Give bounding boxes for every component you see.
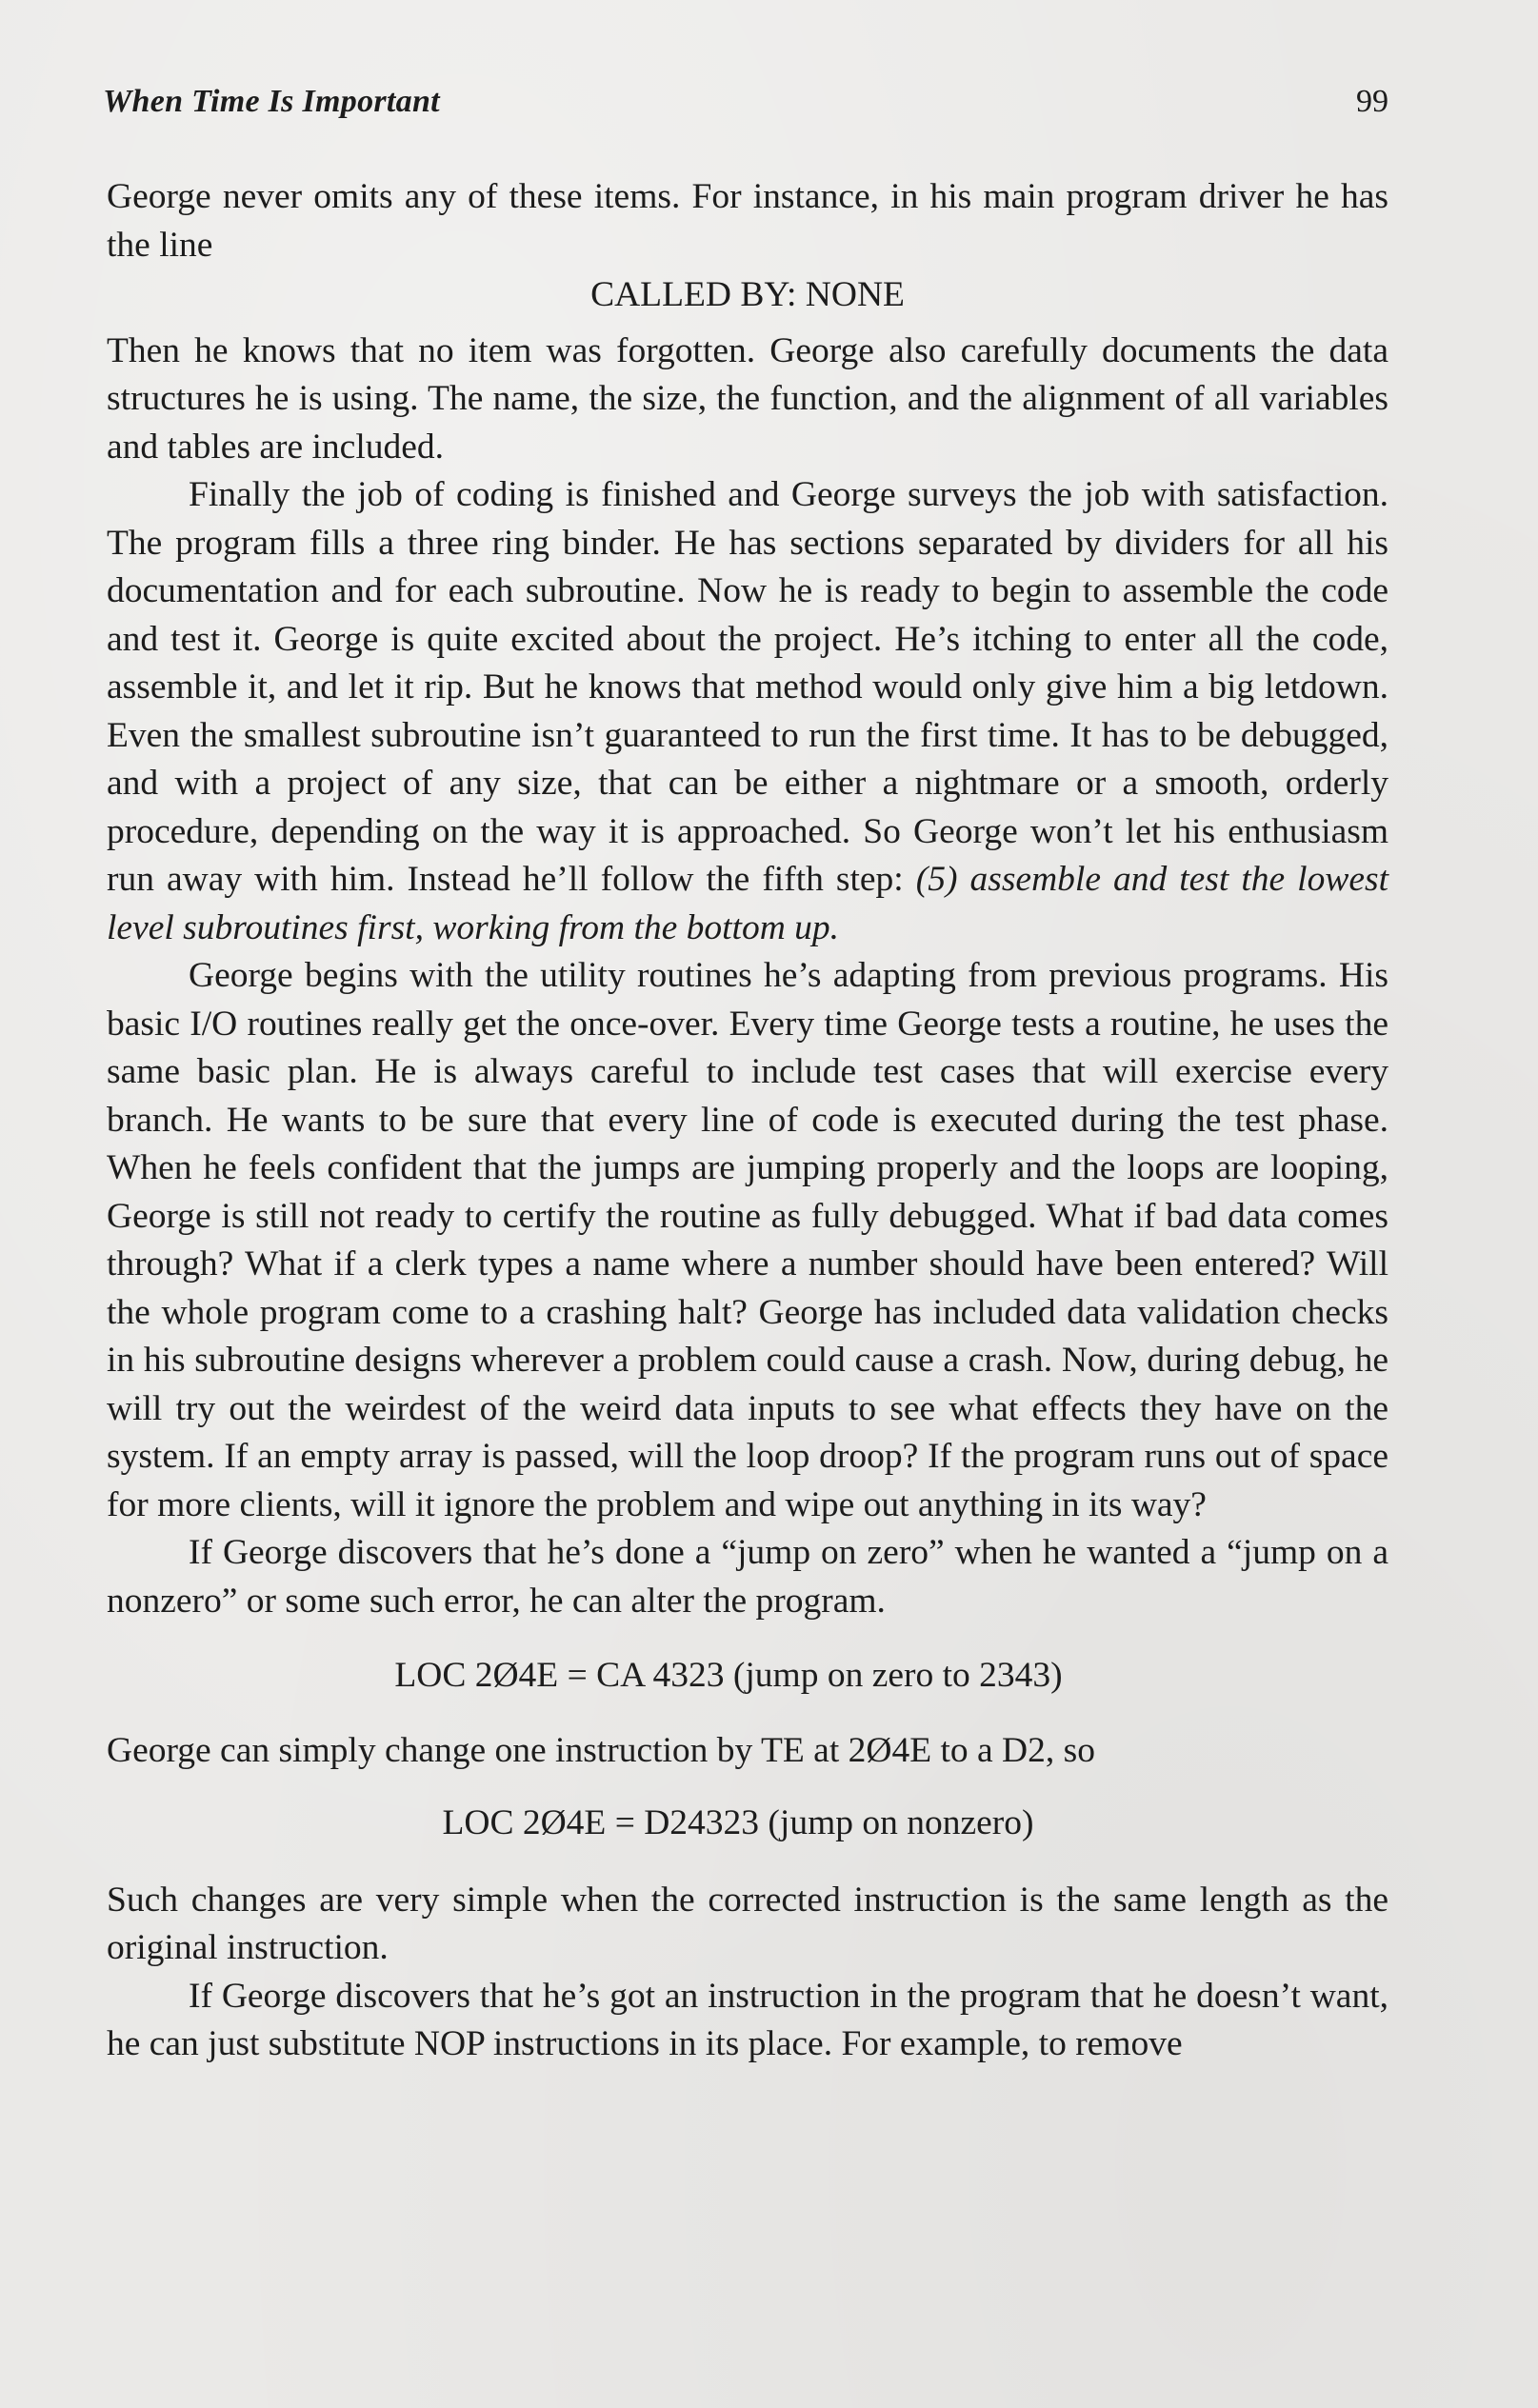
- paragraph-3: [107, 471, 1388, 952]
- paragraph-3-text: Finally the job of coding is finished and George surveys the job with satisfaction. The program fills a three ring binder. He has sections separated by dividers for all his documentation and for each subroutine. Now he is ready to begin to assemble the code and test it. George is quite excited about the project. He’s itching to enter all the code, assemble it, and let it rip. But he knows that method would only give him a big letdown. Even the smallest subroutine isn’t guaranteed to run the first time. It has to be debugged, and with a project of any size, that can be either a nightmare or a smooth, orderly procedure, depending on the way it is approached. So George won’t let his enthusiasm run away with him. Instead he’ll follow the fifth step:: [107, 475, 1388, 899]
- paragraph-7: Such changes are very simple when the corrected instruction is the same length as the original instruction.: [107, 1880, 1388, 1967]
- paragraph-8: If George discovers that he’s got an instruction in the program that he doesn’t want, he can just substitute NOP instructions in its place. For example, to remove: [107, 1976, 1388, 2063]
- page-number: 99: [1356, 84, 1388, 119]
- paragraph-6: George can simply change one instruction by TE at 2Ø4E to a D2, so: [107, 1730, 1095, 1770]
- running-head: When Time Is Important: [103, 84, 440, 119]
- paragraph-3-italic-step: (5) assemble and test the lowest level subroutines first, working from the bottom up.: [107, 860, 1388, 947]
- paragraph-1: George never omits any of these items. For instance, in his main program driver he has the line: [107, 177, 1388, 265]
- paragraph-2: Then he knows that no item was forgotten. George also carefully documents the data structures he is using. The name, the size, the function, and the alignment of all variables and tables are included.: [107, 330, 1388, 467]
- paragraph-5: If George discovers that he’s done a “jump on zero” when he wanted a “jump on a nonzero” or some such error, he can alter the program.: [107, 1533, 1388, 1621]
- paragraph-4: George begins with the utility routines he’s adapting from previous programs. His basic I/O routines really get the once-over. Every time George tests a routine, he uses the same basic plan. He is always careful to include test cases that will exercise every branch. He wants to be sure that every line of code is executed during the test phase. When he feels confident that the jumps are jumping properly and the loops are looping, George is still not ready to certify the routine as fully debugged. What if bad data comes through? What if a clerk types a name where a number should have been entered? Will the whole program come to a crashing halt? George has included data validation checks in his subroutine designs wherever a problem could cause a crash. Now, during debug, he will try out the weirdest of the weird data inputs to see what effects they have on the system. If an empty array is passed, will the loop droop? If the program runs out of space for more clients, will it ignore the problem and wipe out anything in its way?: [107, 956, 1388, 1524]
- display-line-called-by: CALLED BY: NONE: [590, 275, 905, 314]
- display-line-loc-jump-nonzero: LOC 2Ø4E = D24323 (jump on nonzero): [442, 1803, 1034, 1842]
- body-text: [107, 173, 1388, 2069]
- display-line-loc-jump-zero: LOC 2Ø4E = CA 4323 (jump on zero to 2343): [394, 1656, 1063, 1695]
